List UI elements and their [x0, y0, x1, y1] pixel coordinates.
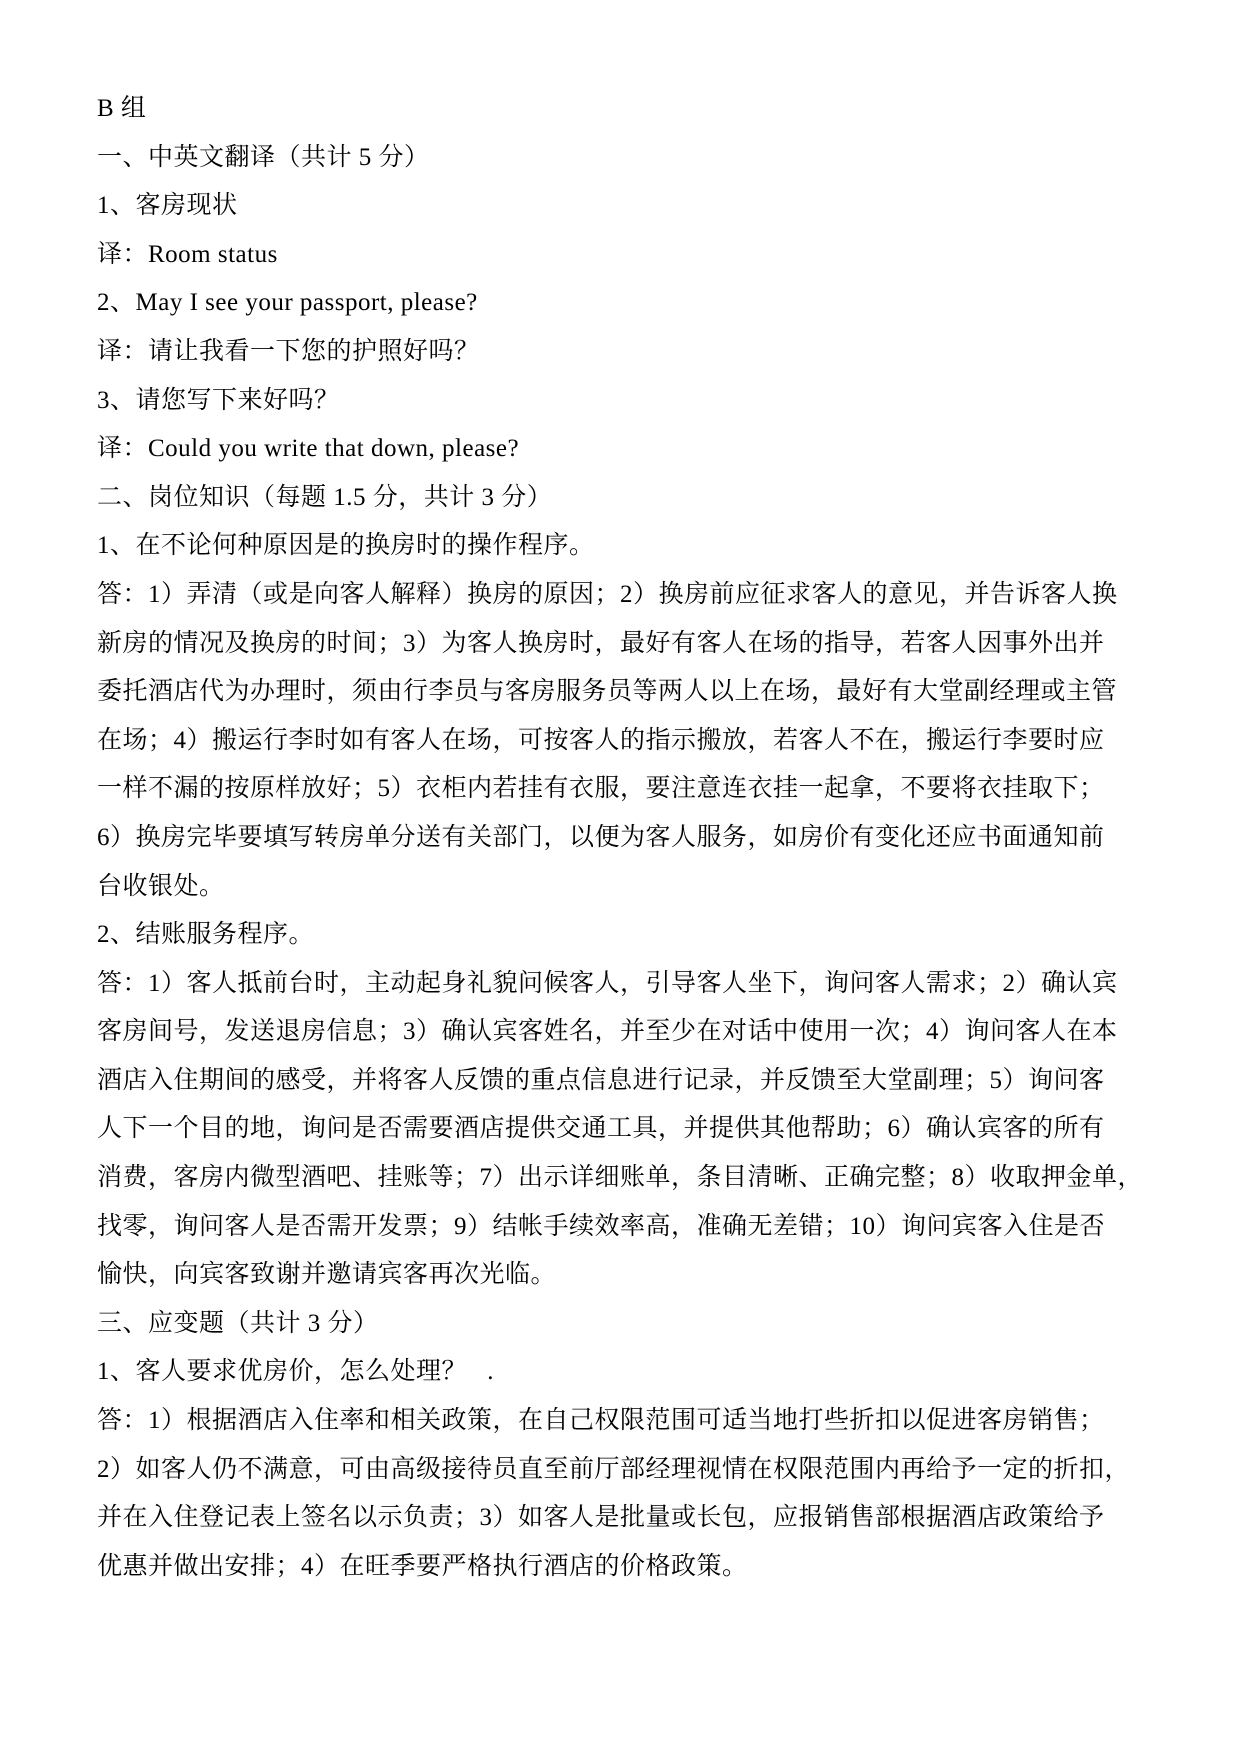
section-1-answer-2-line-1: 译：请让我看一下您的护照好吗？: [97, 337, 480, 365]
section-3-answer-1-line-1: 答：1）根据酒店入住率和相关政策，在自己权限范围可适当地打些折扣以促进客房销售；: [97, 1407, 1105, 1435]
section-2-answer-1-line-1: 答：1）弄清（或是向客人解释）换房的原因；2）换房前应征求客人的意见，并告诉客人换: [97, 580, 1118, 608]
section-2-answer-2-line-6: 找零，询问客人是否需开发票；9）结帐手续效率高，准确无差错；10）询问宾客入住是否: [97, 1212, 1106, 1240]
section-2-answer-1-line-5: 一样不漏的按原样放好；5）衣柜内若挂有衣服，要注意连衣挂一起拿，不要将衣挂取下；: [97, 775, 1105, 803]
section-1-question-3-line-1: 3、请您写下来好吗？: [97, 386, 340, 414]
section-1-question-2-line-1: 2、May I see your passport, please?: [97, 289, 478, 317]
section-2-answer-1-line-2: 新房的情况及换房的时间；3）为客人换房时，最好有客人在场的指导，若客人因事外出并: [97, 629, 1105, 657]
section-2-answer-1-line-3: 委托酒店代为办理时，须由行李员与客房服务员等两人以上在场，最好有大堂副经理或主管: [97, 678, 1118, 706]
section-2-question-1-line-1: 1、在不论何种原因是的换房时的操作程序。: [97, 532, 595, 560]
section-2-answer-2-line-5: 消费，客房内微型酒吧、挂账等；7）出示详细账单，条目清晰、正确完整；8）收取押金单，: [97, 1164, 1144, 1192]
section-1-heading-line-1: 一、中英文翻译（共计 5 分）: [97, 143, 430, 171]
section-3-question-1-line-1: 1、客人要求优房价，怎么处理？ .: [97, 1358, 495, 1386]
section-3-heading-line-1: 三、应变题（共计 3 分）: [97, 1309, 379, 1337]
section-2-question-2-line-1: 2、结账服务程序。: [97, 921, 315, 949]
section-1-answer-3-line-1: 译：Could you write that down, please?: [97, 435, 520, 463]
document-text-body: [97, 85, 1149, 1591]
section-2-answer-1-line-4: 在场；4）搬运行李时如有客人在场，可按客人的指示搬放，若客人不在，搬运行李要时应: [97, 726, 1105, 754]
section-2-answer-2-line-3: 酒店入住期间的感受，并将客人反馈的重点信息进行记录，并反馈至大堂副理；5）询问客: [97, 1066, 1105, 1094]
section-2-answer-1-line-7: 台收银处。: [97, 872, 225, 900]
section-3-answer-1-line-4: 优惠并做出安排；4）在旺季要严格执行酒店的价格政策。: [97, 1552, 748, 1580]
section-2-answer-2-line-4: 人下一个目的地，询问是否需要酒店提供交通工具，并提供其他帮助；6）确认宾客的所有: [97, 1115, 1105, 1143]
section-3-answer-1-line-2: 2）如客人仍不满意，可由高级接待员直至前厅部经理视情在权限范围内再给予一定的折扣，: [97, 1455, 1131, 1483]
section-3-answer-1-line-3: 并在入住登记表上签名以示负责；3）如客人是批量或长包，应报销售部根据酒店政策给予: [97, 1504, 1105, 1532]
section-2-answer-1-line-6: 6）换房完毕要填写转房单分送有关部门，以便为客人服务，如房价有变化还应书面通知前: [97, 823, 1105, 851]
group-label-line-1: B 组: [97, 95, 147, 122]
section-2-answer-2-line-7: 愉快，向宾客致谢并邀请宾客再次光临。: [97, 1261, 557, 1289]
section-1-question-1-line-1: 1、客房现状: [97, 192, 238, 220]
section-2-answer-2-line-2: 客房间号，发送退房信息；3）确认宾客姓名，并至少在对话中使用一次；4）询问客人在本: [97, 1018, 1118, 1046]
section-1-answer-1-line-1: 译：Room status: [97, 240, 278, 268]
section-2-heading-line-1: 二、岗位知识（每题 1.5 分，共计 3 分）: [97, 483, 553, 511]
section-2-answer-2-line-1: 答：1）客人抵前台时，主动起身礼貌问候客人，引导客人坐下，询问客人需求；2）确认宾: [97, 969, 1118, 997]
